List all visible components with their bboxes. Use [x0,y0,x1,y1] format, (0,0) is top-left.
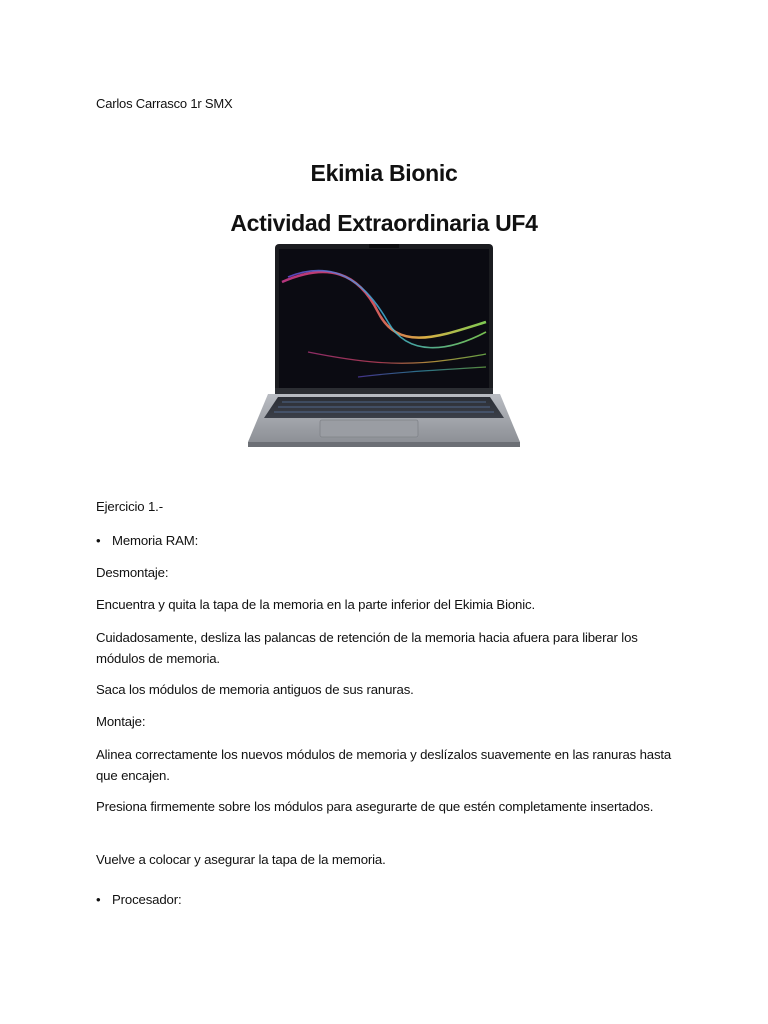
bullet-label: Memoria RAM: [112,533,199,548]
document-title: Ekimia Bionic [310,160,458,186]
bullet-memoria-ram [96,530,676,551]
paragraph: Alinea correctamente los nuevos módulos de memoria y deslízalos suavemente en las ranuras hasta que encajen. [96,747,672,783]
paragraph: Saca los módulos de memoria antiguos de sus ranuras. [96,682,414,697]
bullet-icon: • [96,533,101,548]
document-subtitle: Actividad Extraordinaria UF4 [230,210,538,236]
paragraph: Encuentra y quita la tapa de la memoria en la parte inferior del Ekimia Bionic. [96,597,535,612]
bullet-icon: • [96,892,101,907]
paragraph: Presiona firmemente sobre los módulos para asegurarte de que estén completamente insertados. [96,799,654,814]
section-montaje: Montaje: [96,714,146,729]
exercise-heading: Ejercicio 1.- [96,499,163,514]
paragraph: Cuidadosamente, desliza las palancas de retención de la memoria hacia afuera para liberar los módulos de memoria. [96,630,638,666]
paragraph: Vuelve a colocar y asegurar la tapa de la memoria. [96,852,386,867]
author-line: Carlos Carrasco 1r SMX [96,96,233,111]
bullet-label: Procesador: [112,892,182,907]
laptop-image [248,242,520,448]
bullet-procesador [96,889,676,910]
section-desmontaje: Desmontaje: [96,565,169,580]
